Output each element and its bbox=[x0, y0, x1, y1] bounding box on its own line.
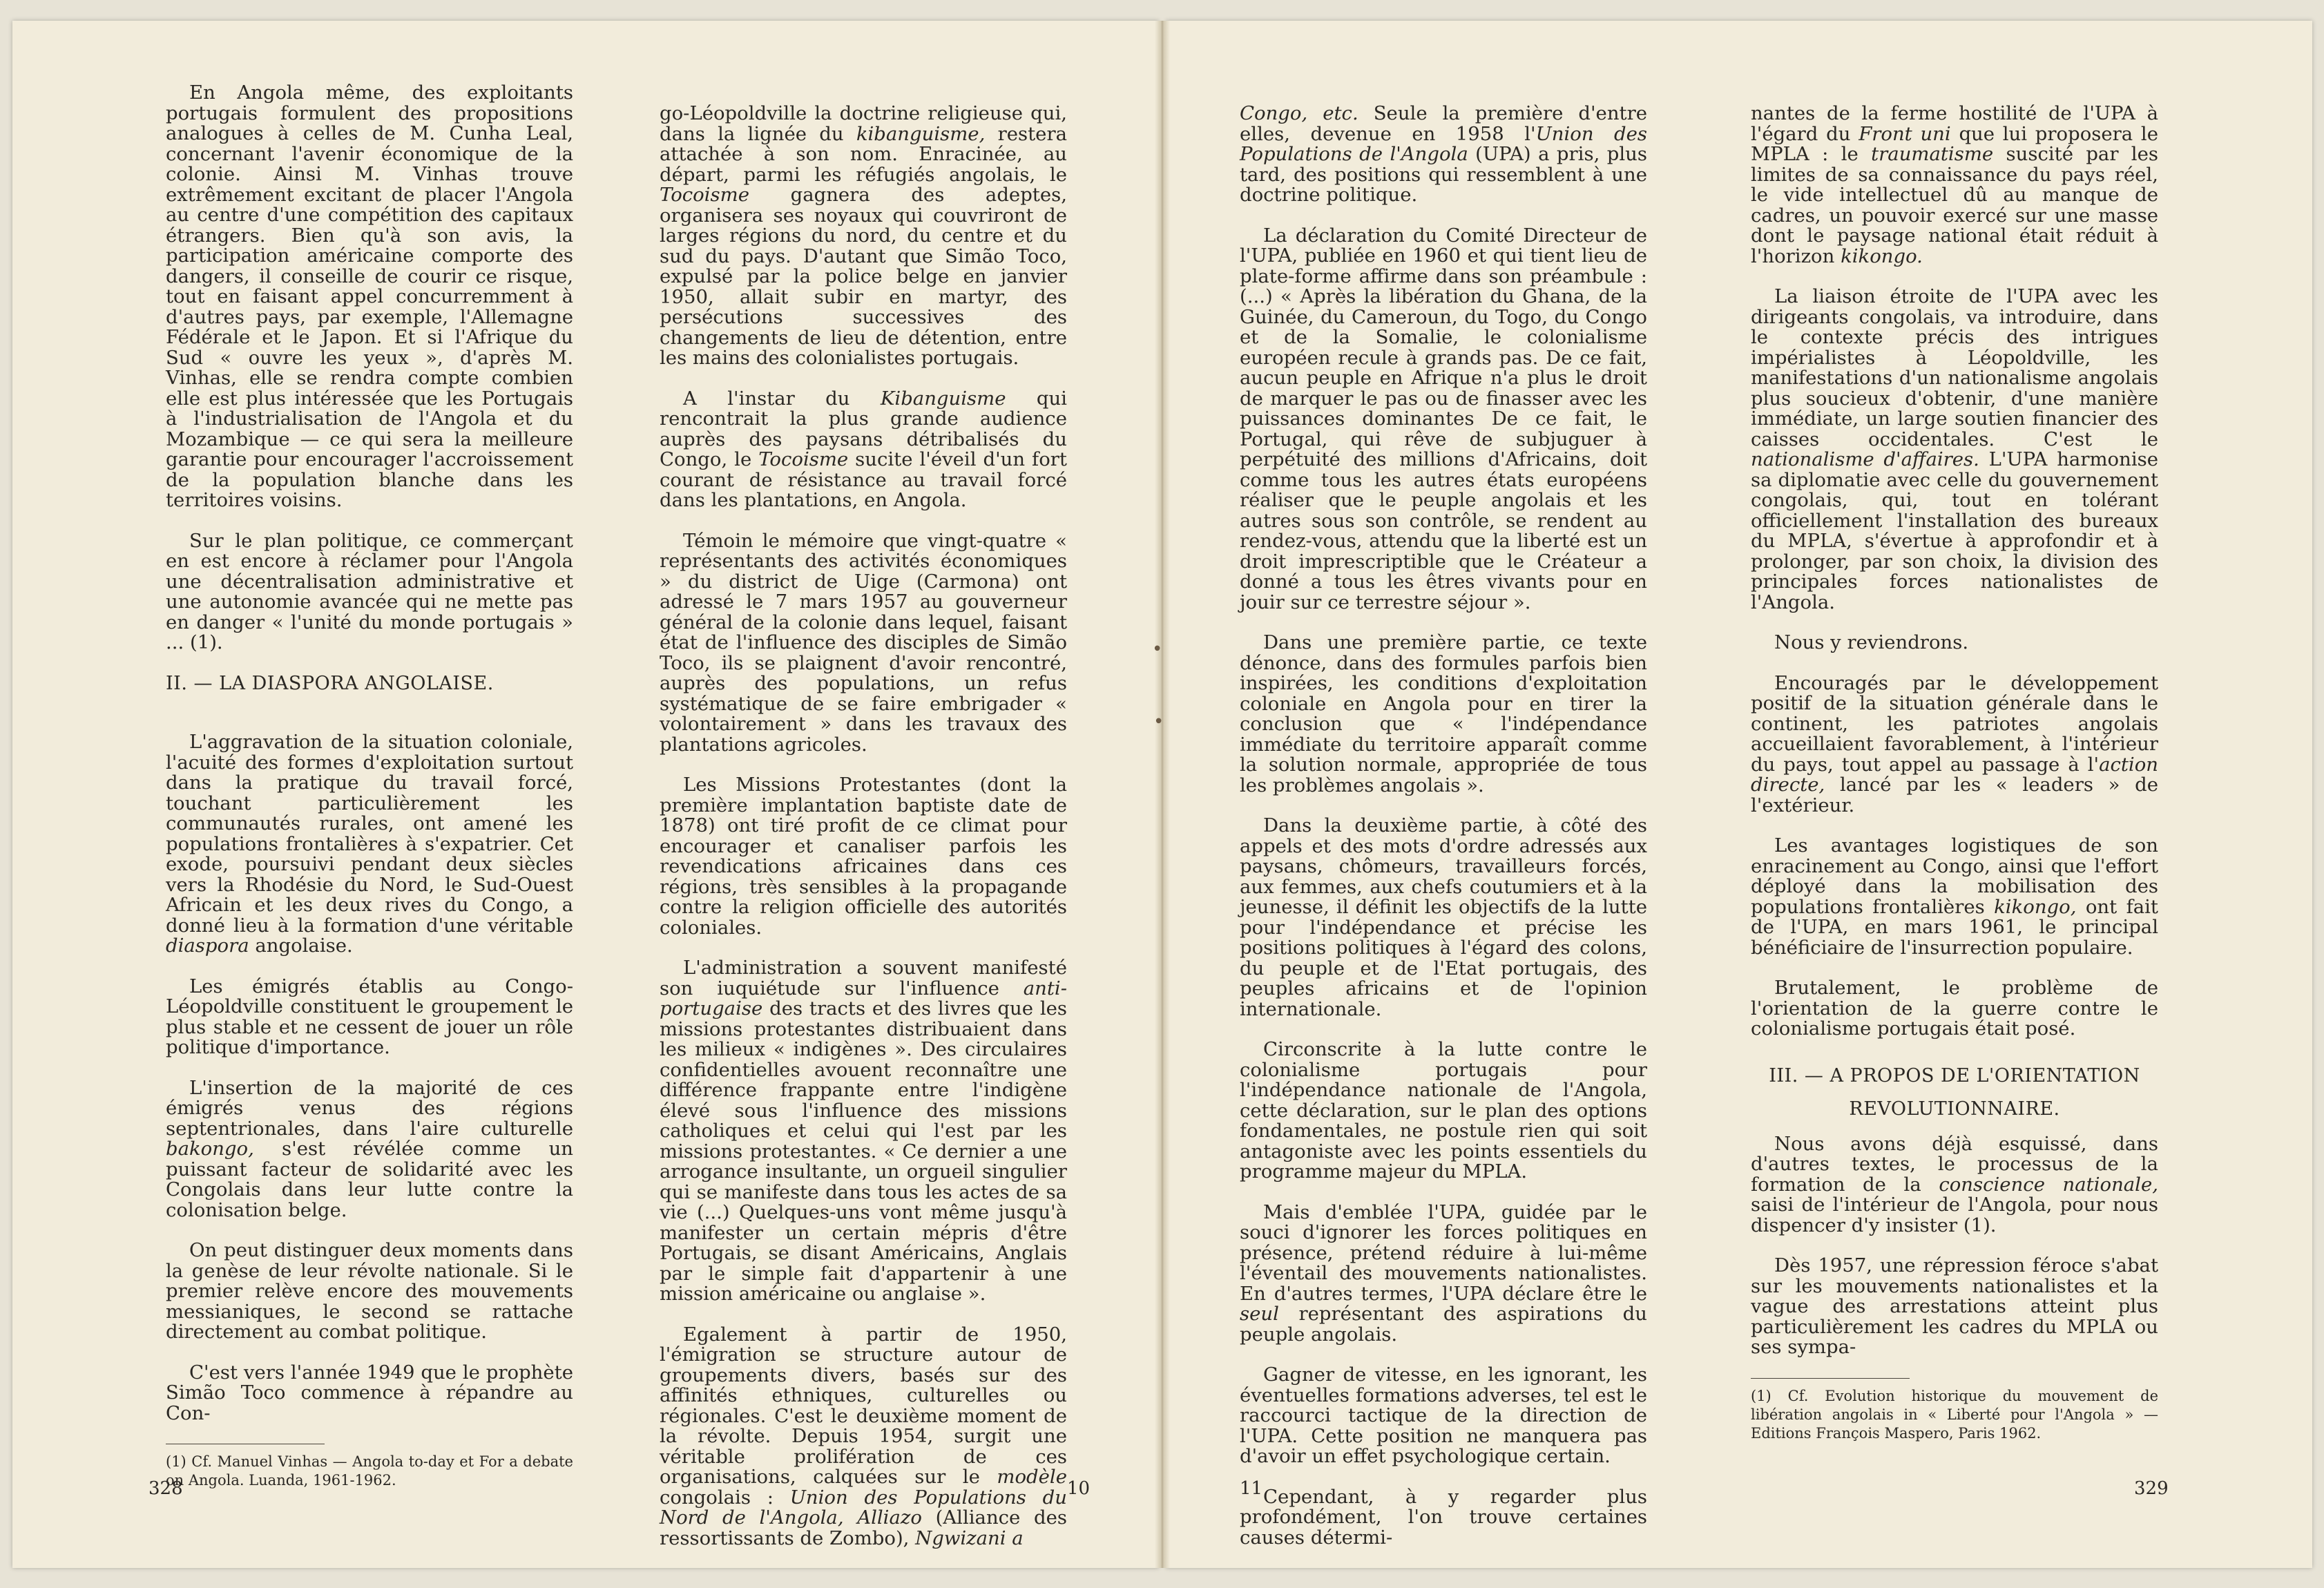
page-number: 328 bbox=[148, 1478, 183, 1499]
paragraph: En Angola même, des exploitants portugais formulent des propositions analogues à celles de M. Cunha Leal, concernant l'avenir économique de la colonie. Ainsi M. Vinhas trouve extrêmement excitant de placer l'Angola au centre d'une compétition des capitaux étrangers. Bien qu'à son avis, la participation américaine comporte des dangers, il conseille de courir ce risque, tout en faisant appel concurremment à d'autres pays, par exemple, l'Allemagne Fédérale et le Japon. Et si l'Afrique du Sud « ouvre les yeux », d'après M. Vinhas, elle se rendra compte combien elle est plus intéressée que les Portugais à l'industrialisation de l'Angola et du Mozambique — ce qui sera la meilleure garantie pour encourager l'accroissement de la population blanche dans les territoires voisins. bbox=[166, 82, 573, 511]
paragraph: go-Léopoldville la doctrine religieuse qui, dans la lignée du kibanguisme, restera attachée à son nom. Enracinée, au départ, parmi les réfugiés angolais, le Tocoisme gagnera des adeptes, organisera ses noyaux qui couvriront de larges régions du nord, du centre et du sud du pays. D'autant que Simão Toco, expulsé par la police belge en janvier 1950, allait subir en martyr, des persécutions successives des changements de lieu de détention, entre les mains des colonialistes portugais. bbox=[660, 102, 1067, 369]
binding-mark: • bbox=[1152, 639, 1163, 660]
paragraph: Brutalement, le problème de l'orientation de la guerre contre le colonialisme portugais était posé. bbox=[1751, 977, 2158, 1040]
paragraph: Les Missions Protestantes (dont la première implantation baptiste date de 1878) ont tiré profit de ce climat pour encourager et canaliser parfois les revendications africaines dans ces régions, très sensibles à la propagande contre la religion officielle des autorités coloniales. bbox=[660, 774, 1067, 939]
paragraph: Dès 1957, une répression féroce s'abat sur les mouvements nationalistes et la vague des arrestations atteint plus particulièrement les cadres du MPLA ou ses sympa- bbox=[1751, 1254, 2158, 1358]
paragraph: Encouragés par le développement positif de la situation générale dans le continent, les patriotes angolais accueillaient favorablement, à l'intérieur du pays, tout appel au passage à l'action directe, lancé par les « leaders » de l'extérieur. bbox=[1751, 671, 2158, 816]
paragraph: Gagner de vitesse, en les ignorant, les éventuelles formations adverses, tel est le raccourci tactique de la direction de l'UPA. Cette position ne manquera pas d'avoir un effet psychologique certain. bbox=[1240, 1364, 1647, 1467]
paragraph: L'administration a souvent manifesté son iuquiétude sur l'influence anti-portugaise des tracts et des livres que les missions protestantes distribuaient dans les milieux « indigènes ». Des circulaires confidentielles avouent reconnaître une différence frappante entre l'indigène élevé sous l'influence des missions catholiques et celui qui l'est par les missions protestantes. « Ce dernier a une arrogance insultante, un orgueil singulier qui se manifeste dans tous les actes de sa vie (...) Quelques-uns vont même jusqu'à manifester un certain mépris d'être Portugais, se disant Américains, Anglais par le simple fait d'appartenir à une mission américaine ou anglaise ». bbox=[660, 957, 1067, 1305]
paragraph: Egalement à partir de 1950, l'émigration se structure autour de groupements divers, basés sur des affinités ethniques, culturelles ou régionales. C'est le deuxième moment de la révolte. Depuis 1954, surgit une véritable prolifération de ces organisations, calquées sur le modèle congolais : Union des Populations du Nord de l'Angola, Alliazo (Alliance des ressortissants de Zombo), Ngwizani a bbox=[660, 1323, 1067, 1549]
footnote: (1) Cf. Manuel Vinhas — Angola to-day et For a debate on Angola. Luanda, 1961-1962. bbox=[166, 1453, 573, 1489]
paragraph: Congo, etc. Seule la première d'entre elles, devenue en 1958 l'Union des Populations de l'Angola (UPA) a pris, plus tard, des positions qui ressemblent à une doctrine politique. bbox=[1240, 102, 1648, 206]
section-heading-2: II. — LA DIASPORA ANGOLAISE. bbox=[166, 672, 494, 694]
paragraph: nantes de la ferme hostilité de l'UPA à l'égard du Front uni que lui proposera le MPLA : le traumatisme suscité par les limites de sa connaissance du pays réel, le vide intellectuel dû au manque de cadres, un pouvoir exercé sur une masse dont le paysage national était réduit à l'horizon kikongo. bbox=[1751, 102, 2158, 267]
paragraph: Sur le plan politique, ce commerçant en est encore à réclamer pour l'Angola une décentralisation administrative et une autonomie avancée qui ne mette pas en danger « l'unité du monde portugais » ... (1). bbox=[166, 529, 573, 653]
paragraph: Les émigrés établis au Congo-Léopoldville constituent le groupement le plus stable et ne cessent de jouer un rôle politique d'importance. bbox=[166, 975, 573, 1058]
paragraph: L'insertion de la majorité de ces émigrés venus des régions septentrionales, dans l'aire culturelle bakongo, s'est révélée comme un puissant facteur de solidarité avec les Congolais dans leur lutte contre la colonisation belge. bbox=[166, 1076, 573, 1221]
paragraph: A l'instar du Kibanguisme qui rencontrait la plus grande audience auprès des paysans détribalisés du Congo, le Tocoisme sucite l'éveil d'un fort courant de résistance au travail forcé dans les plantations, en Angola. bbox=[660, 387, 1067, 511]
column-2 bbox=[660, 104, 1067, 1569]
paragraph: La liaison étroite de l'UPA avec les dirigeants congolais, va introduire, dans le contexte précis des intrigues impérialistes à Léopoldville, les manifestations d'un nationalisme angolais plus soucieux d'obtenir, d'une manière immédiate, un large soutien financier des caisses occidentales. C'est le nationalisme d'affaires. L'UPA harmonise sa diplomatie avec celle du gouvernement congolais, qui, tout en tolérant officiellement l'installation des bureaux du MPLA, s'évertue à approfondir et à prolonger, par son choix, la division des principales forces nationalistes de l'Angola. bbox=[1751, 285, 2159, 613]
book-gutter bbox=[1155, 21, 1170, 1568]
paragraph: Dans la deuxième partie, à côté des appels et des mots d'ordre adressés aux paysans, chômeurs, travailleurs forcés, aux femmes, aux chefs coutumiers et à la jeunesse, il définit les objectifs de la lutte pour l'indépendance et précise les positions politiques à l'égard des colons, du peuple et de l'Etat portugais, des peuples africains et de l'opinion internationale. bbox=[1240, 814, 1647, 1020]
section-heading-3: III. — A PROPOS DE L'ORIENTATION REVOLUTIONNAIRE. bbox=[1769, 1064, 2140, 1120]
paragraph: C'est vers l'année 1949 que le prophète Simão Toco commence à répandre au Con- bbox=[166, 1361, 573, 1424]
paragraph: Circonscrite à la lutte contre le colonialisme portugais pour l'indépendance nationale de l'Angola, cette déclaration, sur le plan des options fondamentales, ne postule rien qui soit antagoniste avec les points essentiels du programme majeur du MPLA. bbox=[1240, 1038, 1647, 1183]
page-number: 329 bbox=[2134, 1478, 2169, 1499]
column-4 bbox=[1751, 104, 2158, 1443]
paragraph: Mais d'emblée l'UPA, guidée par le souci d'ignorer les forces politiques en présence, prétend réduire à lui-même l'éventail des mouvements nationalistes. En d'autres termes, l'UPA déclare être le seul représentant des aspirations du peuple angolais. bbox=[1240, 1200, 1647, 1346]
paragraph: La déclaration du Comité Directeur de l'UPA, publiée en 1960 et qui tient lieu de plate-forme affirme dans son préambule : (...) « Après la libération du Ghana, de la Guinée, du Cameroun, du Togo, du Congo et de la Somalie, le colonialisme européen recule à grands pas. De ce fait, aucun peuple en Afrique n'a plus le droit de marquer le pas ou de finasser avec les puissances dominantes De ce fait, le Portugal, qui rêve de subjuguer à perpétuité des millions d'Africains, doit comme tous les autres états européens réaliser que le peuple angolais et les autres sous son contrôle, se rendent au rendez-vous, attendu que la liberté est un droit imprescriptible que le Créateur a donné a tous les êtres vivants pour en jouir sur ce terrestre séjour ». bbox=[1240, 224, 1647, 613]
paragraph: L'aggravation de la situation coloniale, l'acuité des formes d'exploitation surtout dans la pratique du travail forcé, touchant particulièrement les communautés rurales, ont amené les populations frontalières à s'expatrier. Cet exode, poursuivi pendant deux siècles vers la Rhodésie du Nord, le Sud-Ouest Africain et les deux rives du Congo, a donné lieu à la formation d'une véritable diaspora angolaise. bbox=[166, 731, 573, 957]
paragraph: On peut distinguer deux moments dans la genèse de leur révolte nationale. Si le premier relève encore des mouvements messianiques, le second se rattache directement au combat politique. bbox=[166, 1239, 573, 1343]
column-1 bbox=[166, 83, 573, 1490]
paragraph: Dans une première partie, ce texte dénonce, dans des formules parfois bien inspirées, les conditions d'exploitation coloniale en Angola pour en tirer la conclusion que « l'indépendance immédiate du territoire apparaît comme la solution normale, appropriée de tous les problèmes angolais ». bbox=[1240, 631, 1647, 796]
footnote: (1) Cf. Evolution historique du mouvement de libération angolais in « Liberté pour l'Angola » — Editions François Maspero, Paris 1962. bbox=[1751, 1387, 2158, 1442]
paragraph: Nous y reviendrons. bbox=[1774, 631, 1969, 653]
column-3 bbox=[1240, 104, 1647, 1568]
paragraph: Nous avons déjà esquissé, dans d'autres textes, le processus de la formation de la conscience nationale, saisi de l'intérieur de l'Angola, pour nous dispencer d'y insister (1). bbox=[1751, 1132, 2158, 1236]
page-number: 10 bbox=[1067, 1478, 1091, 1499]
paragraph: Témoin le mémoire que vingt-quatre « représentants des activités économiques » du district de Uige (Carmona) ont adressé le 7 mars 1957 au gouverneur général de la colonie dans lequel, faisant état de l'influence des disciples de Simão Toco, ils se plaignent d'avoir rencontré, auprès des populations, un refus systématique de se faire embrigader « volontairement » dans les travaux des plantations agricoles. bbox=[660, 529, 1067, 756]
paragraph: Les avantages logistiques de son enracinement au Congo, ainsi que l'effort déployé dans la mobilisation des populations frontalières kikongo, ont fait de l'UPA, en mars 1961, le principal bénéficiaire de l'insurrection populaire. bbox=[1751, 834, 2158, 959]
binding-mark: • bbox=[1153, 711, 1164, 732]
paragraph: Cependant, à y regarder plus profondément, l'on trouve certaines causes détermi- bbox=[1240, 1485, 1647, 1549]
page-number: 11 bbox=[1240, 1478, 1263, 1499]
